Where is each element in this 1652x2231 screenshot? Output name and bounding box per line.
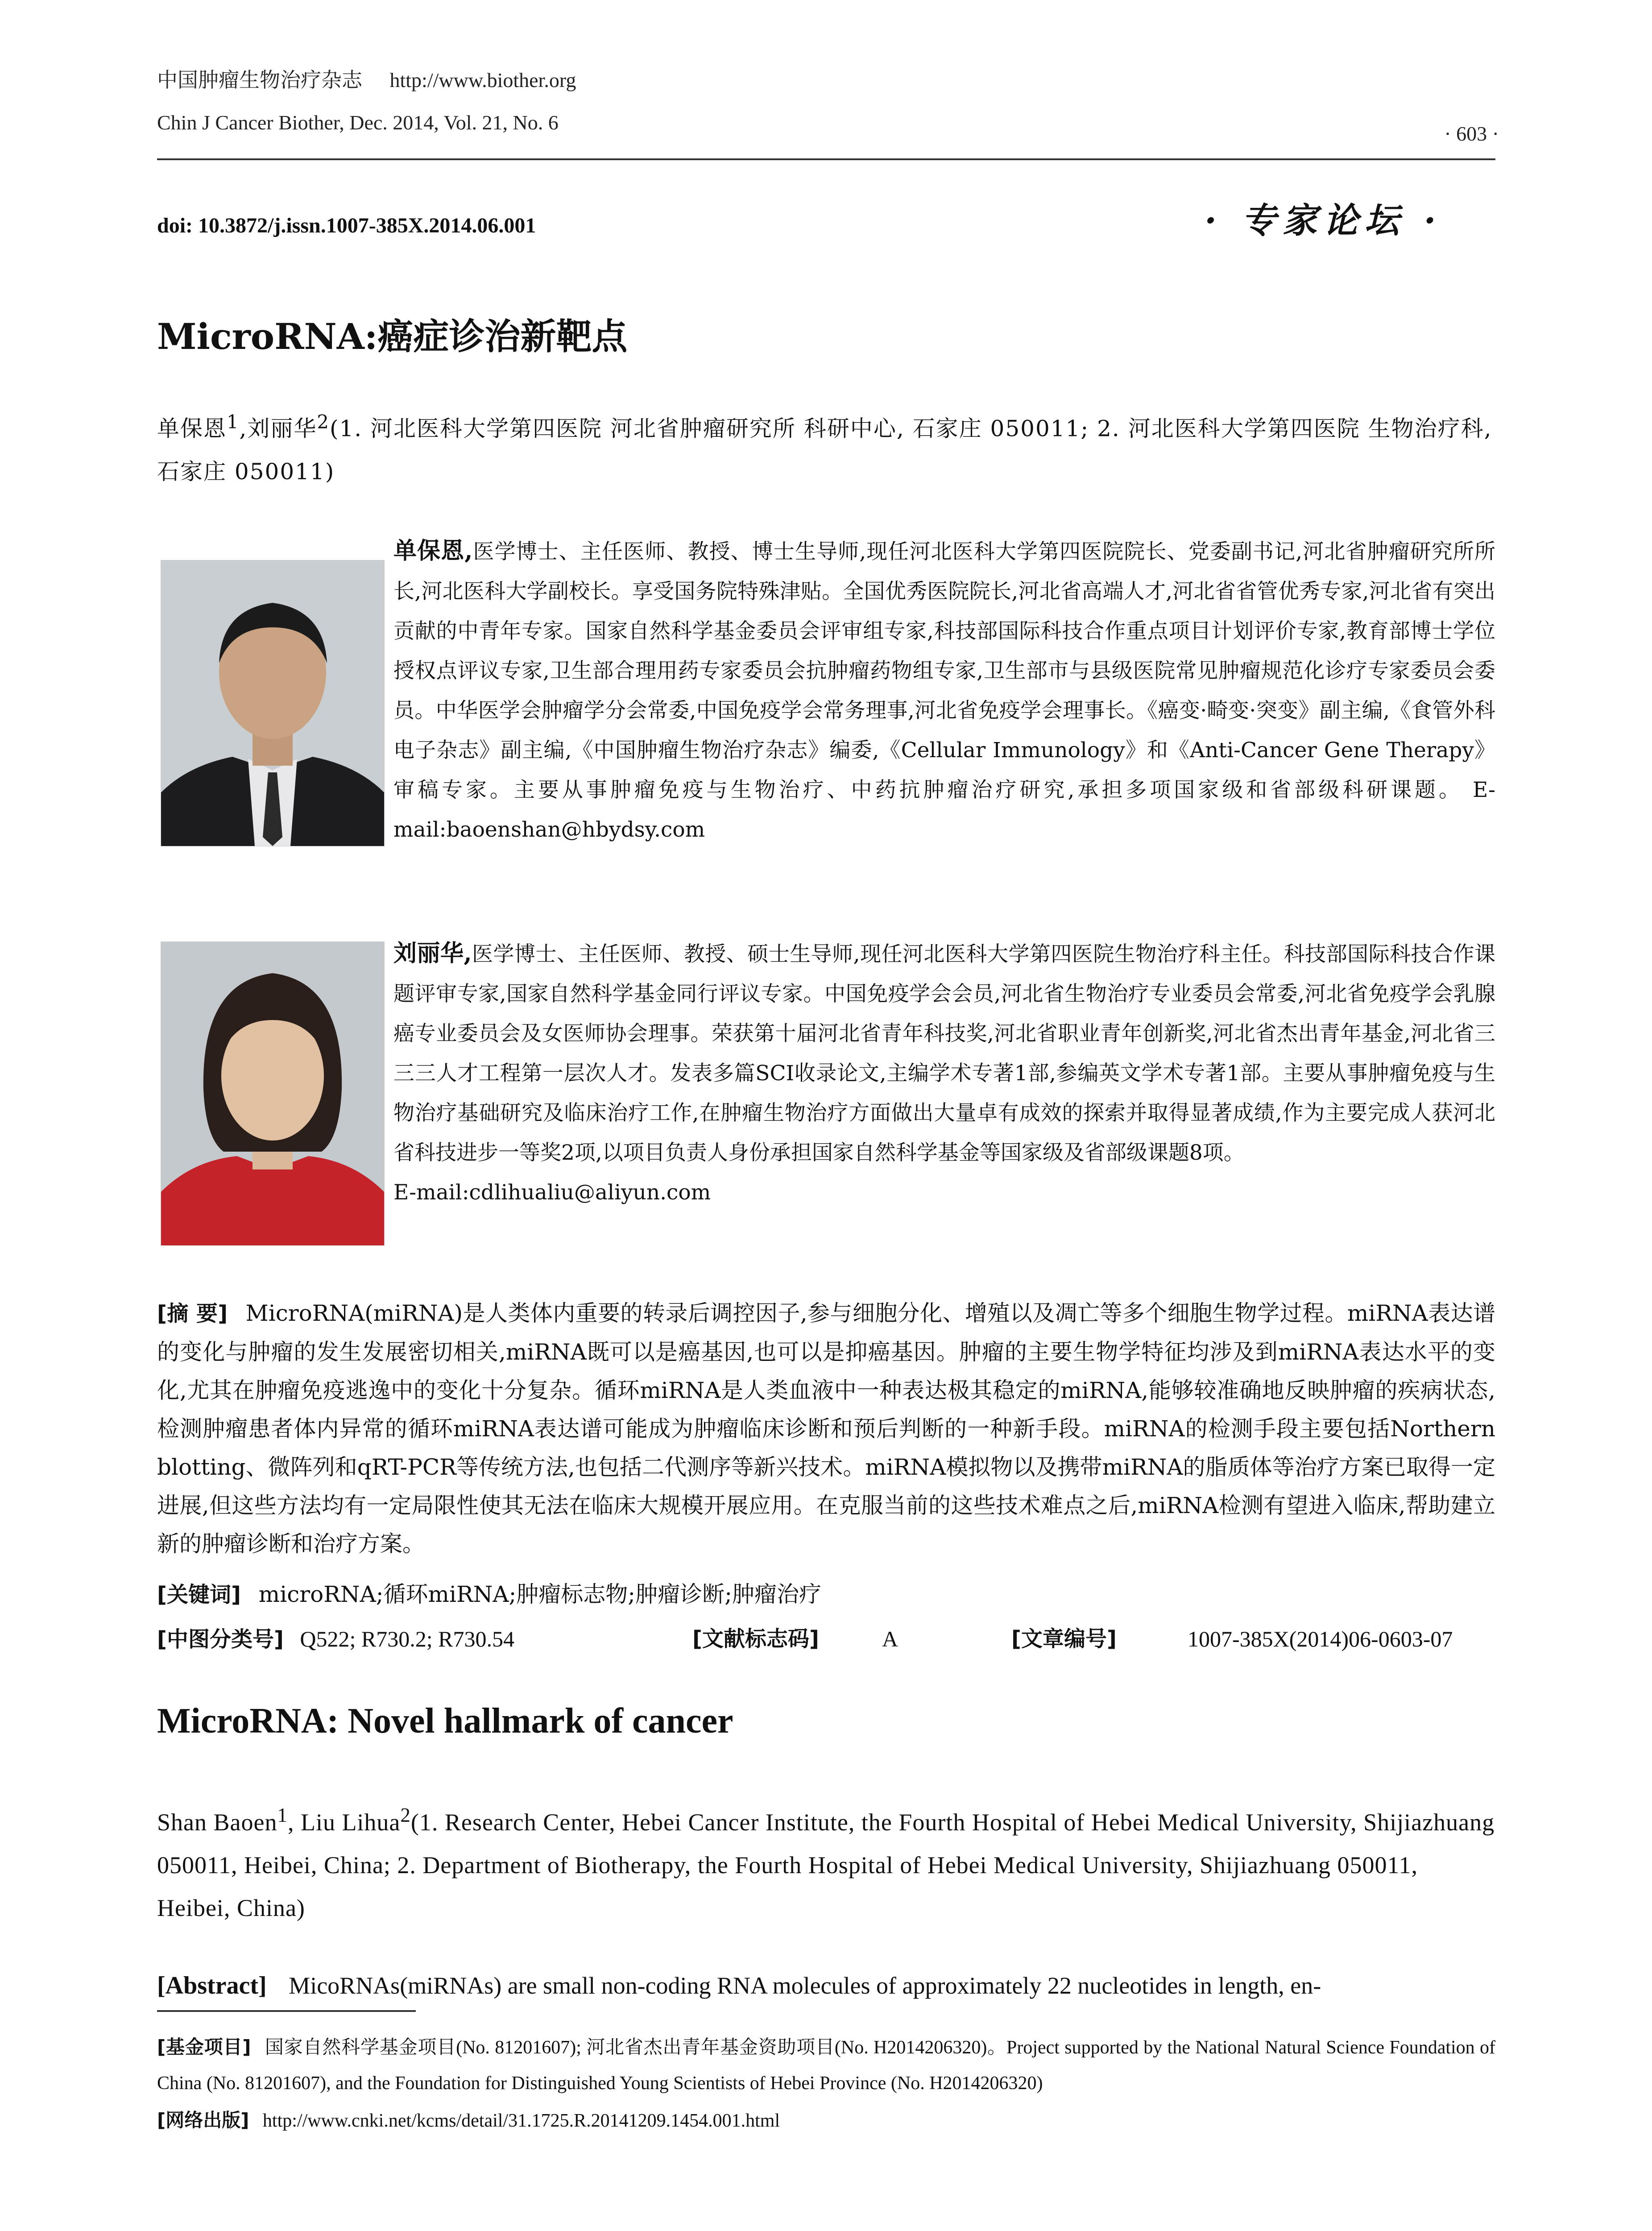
author-sup: 2 — [317, 411, 330, 433]
article-no-value: 1007-385X(2014)06-0603-07 — [1188, 1626, 1453, 1651]
authors-en — [157, 1794, 1495, 1929]
author-name: 刘丽华 — [247, 415, 317, 442]
bio-liu — [157, 933, 1495, 1255]
bio-text: 医学博士、主任医师、教授、硕士生导师,现任河北医科大学第四医院生物治疗科主任。科技部国际科技合作课题评审专家,国家自然科学基金同行评议专家。中国免疫学会会员,河北省生物治疗专业委员会常委,河北省免疫学会乳腺癌专业委员会及女医师协会理事。荣获第十届河北省青年科技奖,河北省职业青年创新奖,河北省杰出青年基金,河北省三三三人才工程第一层次人才。发表多篇SCI收录论文,主编学术专著1部,参编英文学术专著1部。主要从事肿瘤免疫与生物治疗基础研究及临床治疗工作,在肿瘤生物治疗方面做出大量卓有成效的探索并取得显著成绩,作为主要完成人获河北省科技进步一等奖2项,以项目负责人身份承担国家自然科学基金等国家级及省部级课题8项。 — [393, 942, 1495, 1165]
author-sup: 1 — [277, 1804, 288, 1826]
abstract-label: [摘 要] — [157, 1301, 228, 1326]
bio-email[interactable]: E-mail:cdlihualiu@aliyun.com — [393, 1180, 711, 1205]
page-number: · 603 · — [1444, 122, 1499, 145]
column-tag: · 专家论坛 · — [1205, 200, 1442, 241]
author-sup: 2 — [400, 1804, 411, 1826]
funding-label: [基金项目] — [157, 2036, 251, 2058]
doc-label: [文献标志码] — [692, 1626, 819, 1651]
author-name: Shan Baoen — [157, 1809, 277, 1836]
keywords-label: [关键词] — [157, 1582, 241, 1607]
bio-name: 刘丽华, — [393, 940, 472, 967]
journal-name-cn: 中国肿瘤生物治疗杂志 — [157, 69, 362, 91]
abstract-text: MicroRNA(miRNA)是人类体内重要的转录后调控因子,参与细胞分化、增殖以及凋亡等多个细胞生物学过程。miRNA表达谱的变化与肿瘤的发生发展密切相关,miRNA既可以是癌基因,也可以是抑癌基因。肿瘤的主要生物学特征均涉及到miRNA表达水平的变化,尤其在肿瘤免疫逃逸中的变化十分复杂。循环miRNA是人类血液中一种表达极其稳定的miRNA,能够较准确地反映肿瘤的疾病状态,检测肿瘤患者体内异常的循环miRNA表达谱可能成为肿瘤临床诊断和预后判断的一种新手段。miRNA的检测手段主要包括Northern blotting、微阵列和qRT-PCR等传统方法,也包括二代测序等新兴技术。miRNA模拟物以及携带miRNA的脂质体等治疗方案已取得一定进展,但这些方法均有一定局限性使其无法在临床大规模开展应用。在克服当前的这些技术难点之后,miRNA检测有望进入临床,帮助建立新的肿瘤诊断和治疗方案。 — [157, 1300, 1495, 1557]
funding-text: 国家自然科学基金项目(No. 81201607); 河北省杰出青年基金资助项目(No. H2014206320)。Project supported by the National Natural Science Foundation of China (No. 81201607), and the Foundation for Distinguished Young Scientists of Hebei Province (No. H2014206320) — [157, 2037, 1495, 2094]
abstract-en-text: MicoRNAs(miRNAs) are small non-coding RNA molecules of approximately 22 nucleotides in length, en- — [289, 1972, 1321, 1999]
authors-cn — [157, 401, 1495, 493]
funding-note — [157, 2029, 1495, 2101]
keywords-text: microRNA;循环miRNA;肿瘤标志物;肿瘤诊断;肿瘤治疗 — [258, 1581, 822, 1607]
doi[interactable]: doi: 10.3872/j.issn.1007-385X.2014.06.001 — [157, 214, 536, 237]
journal-issue: Chin J Cancer Biother, Dec. 2014, Vol. 21, No. 6 — [157, 111, 559, 134]
bio-text: 医学博士、主任医师、教授、博士生导师,现任河北医科大学第四医院院长、党委副书记,河北省肿瘤研究所所长,河北医科大学副校长。享受国务院特殊津贴。全国优秀医院院长,河北省高端人才,河北省省管优秀专家,河北省有突出贡献的中青年专家。国家自然科学基金委员会评审组专家,科技部国际科技合作重点项目计划评价专家,教育部博士学位授权点评议专家,卫生部合理用药专家委员会抗肿瘤药物组专家,卫生部市与县级医院常见肿瘤规范化诊疗专家委员会委员。中华医学会肿瘤学分会常委,中国免疫学会常务理事,河北省免疫学会理事长。《癌变·畸变·突变》副主编,《食管外科电子杂志》副主编,《中国肿瘤生物治疗杂志》编委,《Cellular Immunology》和《Anti-Cancer Gene Therapy》审稿专家。主要从事肿瘤免疫与生物治疗、中药抗肿瘤治疗研究,承担多项国家级和省部级科研课题。 — [393, 539, 1495, 802]
clc-label: [中图分类号] — [157, 1627, 284, 1652]
author-name: Liu Lihua — [300, 1809, 401, 1836]
author-sep: , — [287, 1809, 301, 1836]
author-affiliation: (1. 河北医科大学第四医院 河北省肿瘤研究所 科研中心, 石家庄 050011; 2. 河北医科大学第四医院 生物治疗科,石家庄 050011) — [157, 415, 1492, 485]
doc-value: A — [882, 1626, 898, 1651]
running-header — [157, 67, 576, 94]
online-note — [157, 2102, 1495, 2139]
footnote-rule — [157, 2010, 416, 2012]
online-link[interactable]: http://www.cnki.net/kcms/detail/31.1725.R.20141209.1454.001.html — [262, 2111, 780, 2131]
bio-name: 单保恩, — [393, 537, 473, 564]
abstract-en-label: [Abstract] — [157, 1972, 267, 1999]
bio-shan — [157, 531, 1495, 850]
author-sep: , — [239, 415, 248, 442]
abstract-en — [157, 1968, 1495, 2003]
author-affiliation: (1. Research Center, Hebei Cancer Institute, the Fourth Hospital of Hebei Medical University, Shijiazhuang 050011, Heibei, China; 2. Department of Biotherapy, the Fourth Hospital of Hebei Medical University, Shijiazhuang 050011, Heibei, China) — [157, 1809, 1495, 1921]
author-name: 单保恩 — [157, 415, 227, 442]
keywords — [157, 1575, 1495, 1614]
clc-value: Q522; R730.2; R730.54 — [300, 1626, 514, 1651]
classification-row — [157, 1620, 1495, 1659]
abstract-cn — [157, 1294, 1495, 1563]
author-sup: 1 — [227, 411, 240, 433]
page-title: MicroRNA:癌症诊治新靶点 — [157, 315, 628, 357]
header-rule — [157, 158, 1495, 160]
online-label: [网络出版] — [157, 2109, 249, 2131]
title-en: MicroRNA: Novel hallmark of cancer — [157, 1701, 733, 1741]
journal-url[interactable]: http://www.biother.org — [389, 69, 576, 91]
bio-email[interactable]: E-mail:baoenshan@hbydsy.com — [393, 778, 1495, 842]
article-no-label: [文章编号] — [1011, 1626, 1117, 1651]
